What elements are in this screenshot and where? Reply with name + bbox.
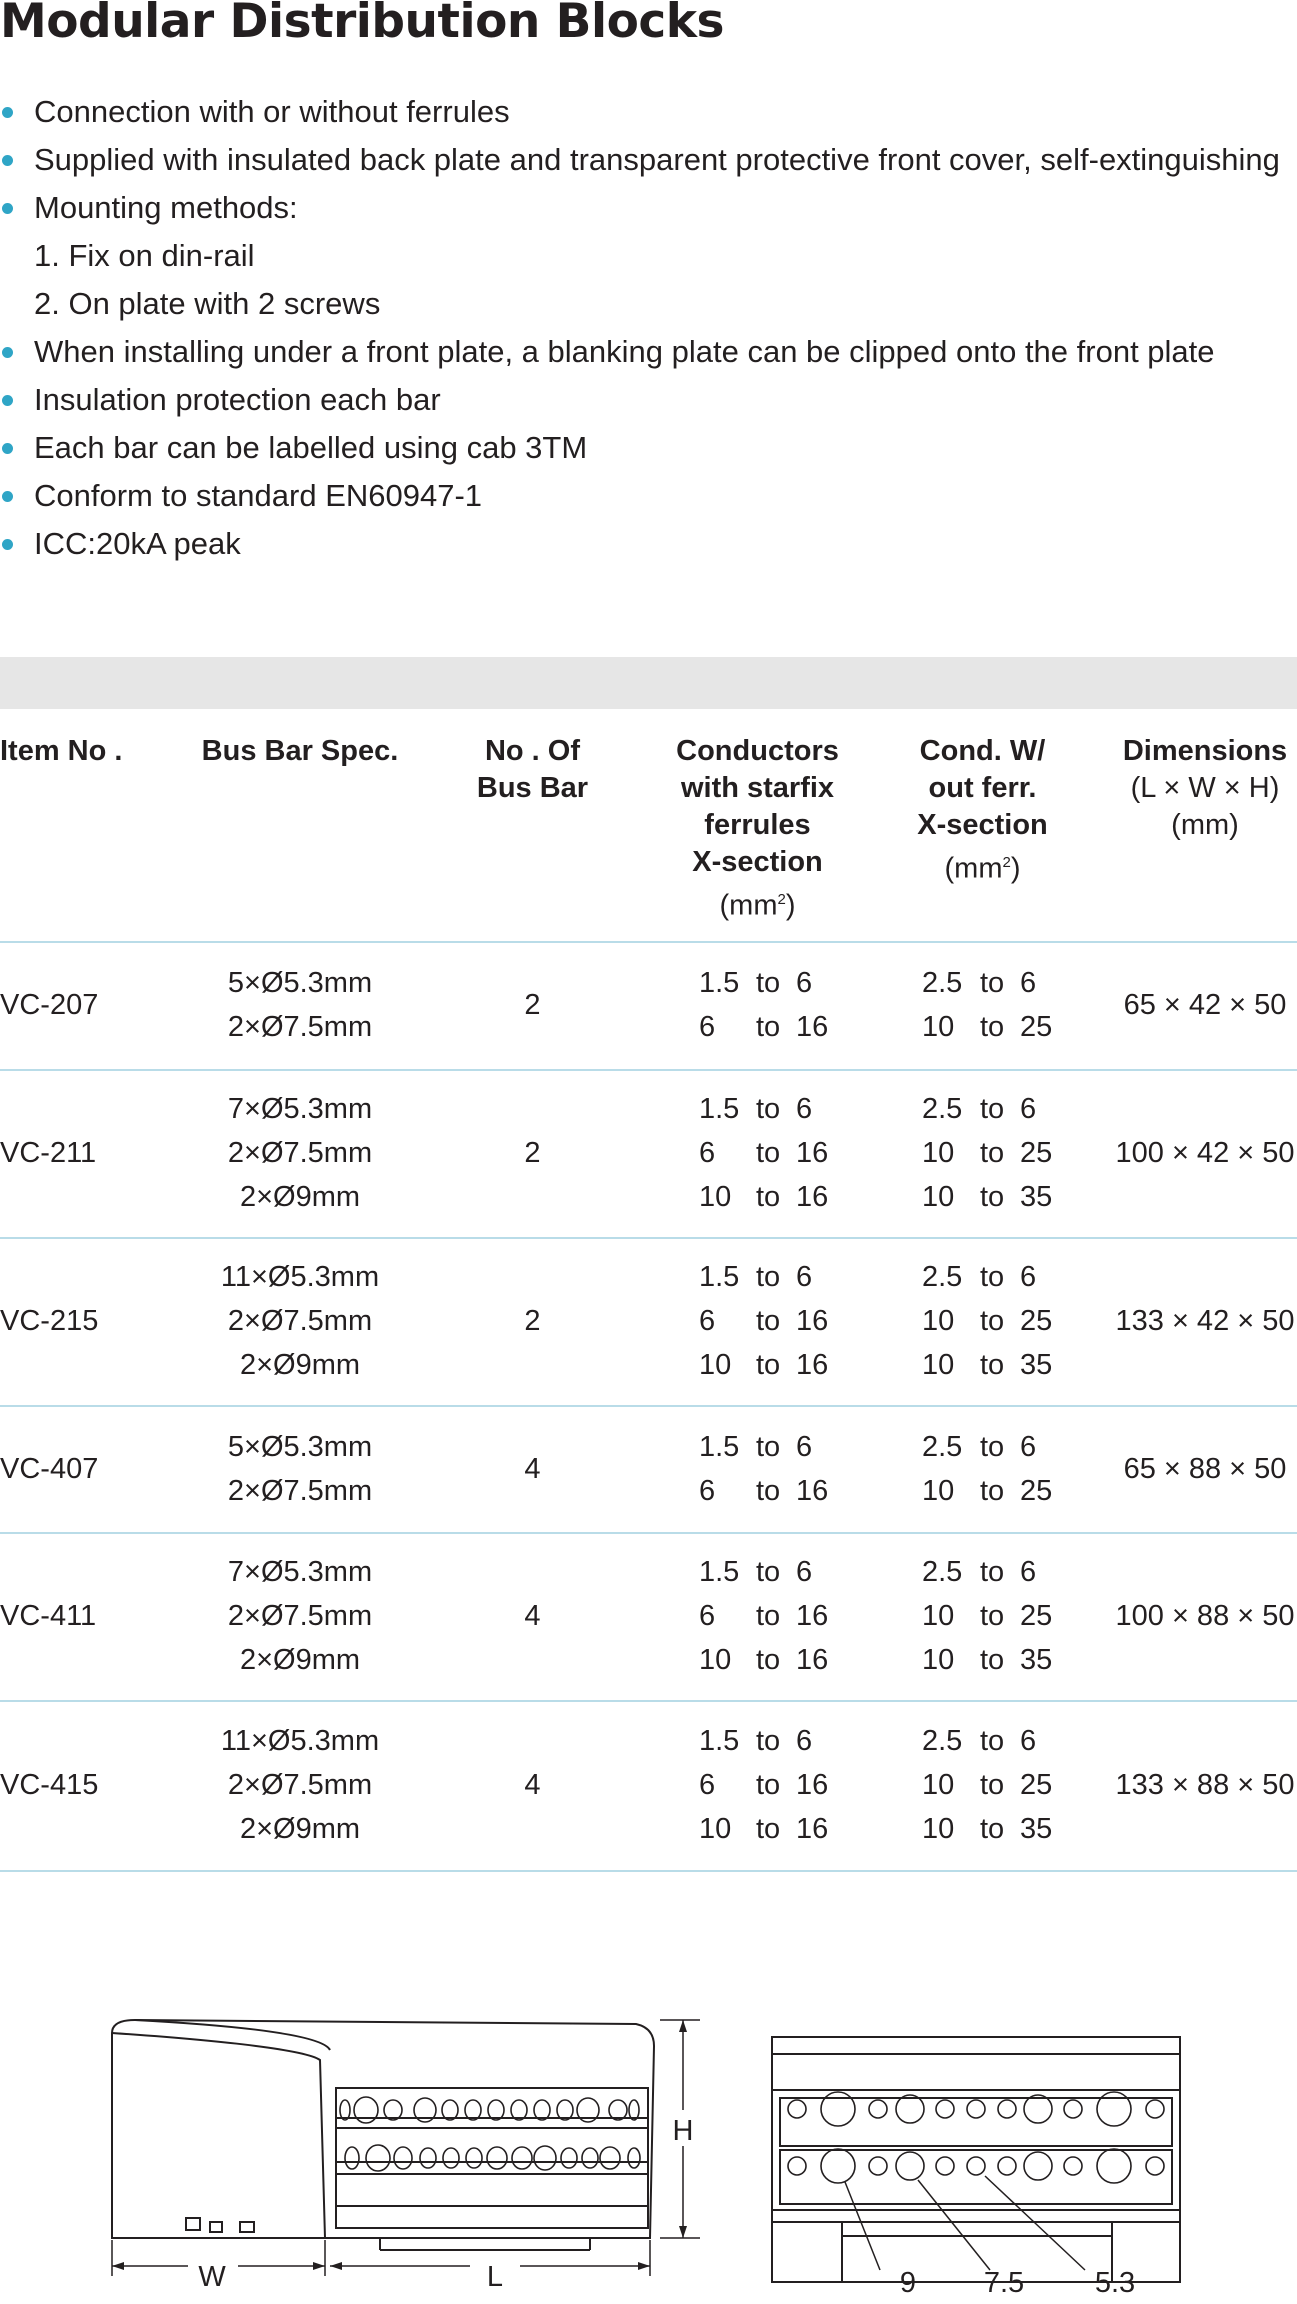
dimensions-value: 100 × 42 × 50: [1115, 1137, 1295, 1169]
dimensions-value: 65 × 42 × 50: [1123, 989, 1287, 1021]
with-ferrules-range: to: [756, 967, 781, 999]
bus-bar-count: 4: [524, 1452, 541, 1485]
without-ferrules-range: 25: [1020, 1769, 1053, 1801]
with-ferrules-range: 6: [699, 1137, 716, 1169]
without-ferrules-range: to: [980, 1430, 1005, 1463]
dimensions-value: 100 × 88 × 50: [1115, 1600, 1295, 1632]
with-ferrules-range: to: [756, 1725, 781, 1757]
bus-bar-spec: 5×Ø5.3mm: [227, 967, 373, 999]
diameter-7-5-label: 7.5: [983, 2267, 1025, 2299]
with-ferrules-range: to: [756, 1556, 781, 1588]
table-header-band: [0, 657, 1297, 709]
feature-text: Conform to standard EN60947-1: [34, 478, 483, 513]
without-ferrules-range: 10: [922, 1769, 955, 1801]
bus-bar-spec: 2×Ø7.5mm: [227, 1600, 373, 1632]
with-ferrules-range: 16: [796, 1181, 829, 1213]
front-view-drawing: [772, 2037, 1180, 2282]
feature-text: ICC:20kA peak: [34, 526, 241, 561]
table-row-divider: [0, 1069, 1297, 1071]
bullet-icon: [2, 347, 13, 358]
page-title: Modular Distribution Blocks: [0, 0, 724, 49]
with-ferrules-range: to: [756, 1305, 781, 1337]
without-ferrules-range: 10: [922, 1600, 955, 1632]
without-ferrules-range: 2.5: [922, 1093, 963, 1125]
bullet-icon: [2, 443, 13, 454]
without-ferrules-range: 35: [1020, 1181, 1053, 1213]
with-ferrules-range: to: [756, 1474, 781, 1507]
feature-text: Each bar can be labelled using cab 3TM: [34, 430, 588, 465]
bus-bar-spec: 2×Ø7.5mm: [227, 1011, 373, 1043]
feature-item: [0, 424, 1297, 472]
without-ferrules-range: 6: [1020, 1093, 1037, 1125]
with-ferrules-range: 6: [699, 1474, 716, 1507]
feature-text: Mounting methods:: [34, 190, 298, 225]
with-ferrules-range: 1.5: [699, 1430, 740, 1463]
with-ferrules-range: 1.5: [699, 1261, 740, 1293]
with-ferrules-range: 6: [796, 1093, 813, 1125]
bullet-icon: [2, 491, 13, 502]
bus-bar-count: 2: [524, 989, 541, 1021]
without-ferrules-range: 2.5: [922, 1261, 963, 1293]
width-label: W: [198, 2261, 226, 2293]
without-ferrules-range: 10: [922, 1349, 955, 1381]
bullet-icon: [2, 203, 13, 214]
without-ferrules-range: 10: [922, 1011, 955, 1043]
with-ferrules-range: 16: [796, 1600, 829, 1632]
without-ferrules-range: to: [980, 1349, 1005, 1381]
with-ferrules-range: to: [756, 1813, 781, 1845]
bus-bar-count: 2: [524, 1305, 541, 1337]
bus-bar-count: 4: [524, 1769, 541, 1801]
with-ferrules-range: 6: [796, 967, 813, 999]
with-ferrules-range: 6: [699, 1305, 716, 1337]
feature-text: Supplied with insulated back plate and transparent protective front cover, self-extinguishing: [34, 142, 1280, 177]
feature-list: [0, 88, 1297, 568]
with-ferrules-range: 10: [699, 1813, 732, 1845]
without-ferrules-range: 2.5: [922, 1430, 963, 1463]
without-ferrules-range: 6: [1020, 967, 1037, 999]
bus-bar-count: 4: [524, 1600, 541, 1632]
bus-bar-spec: 11×Ø5.3mm: [220, 1725, 380, 1757]
with-ferrules-range: 1.5: [699, 967, 740, 999]
without-ferrules-range: to: [980, 1093, 1005, 1125]
without-ferrules-range: 6: [1020, 1556, 1037, 1588]
with-ferrules-range: 6: [796, 1261, 813, 1293]
bus-bar-spec: 2×Ø9mm: [239, 1181, 361, 1213]
with-ferrules-range: 10: [699, 1349, 732, 1381]
without-ferrules-range: 10: [922, 1474, 955, 1507]
with-ferrules-range: 16: [796, 1474, 829, 1507]
table-row-divider: [0, 1237, 1297, 1239]
without-ferrules-range: 25: [1020, 1137, 1053, 1169]
dimensions-value: 133 × 42 × 50: [1115, 1305, 1295, 1337]
feature-item: [0, 136, 1297, 184]
feature-item: [0, 328, 1297, 376]
with-ferrules-range: 16: [796, 1644, 829, 1676]
feature-item: [0, 232, 1297, 280]
with-ferrules-range: to: [756, 1349, 781, 1381]
with-ferrules-range: 16: [796, 1769, 829, 1801]
with-ferrules-range: to: [756, 1430, 781, 1463]
with-ferrules-range: 6: [699, 1011, 716, 1043]
header-conductors-with-ferrules: Conductors with starfix ferrules X-section $(mm^2)$: [676, 735, 839, 922]
bus-bar-spec: 2×Ø7.5mm: [227, 1769, 373, 1801]
without-ferrules-range: to: [980, 1305, 1005, 1337]
with-ferrules-range: to: [756, 1644, 781, 1676]
with-ferrules-range: 10: [699, 1181, 732, 1213]
with-ferrules-range: 6: [699, 1600, 716, 1632]
with-ferrules-range: to: [756, 1769, 781, 1801]
with-ferrules-range: 6: [796, 1556, 813, 1588]
bullet-icon: [2, 155, 13, 166]
without-ferrules-range: to: [980, 1261, 1005, 1293]
feature-text: When installing under a front plate, a blanking plate can be clipped onto the front plate: [34, 334, 1215, 369]
item-number: VC-415: [0, 1769, 99, 1801]
without-ferrules-range: 10: [922, 1181, 955, 1213]
without-ferrules-range: 10: [922, 1137, 955, 1169]
diameter-5-3-label: 5.3: [1094, 2267, 1136, 2299]
without-ferrules-range: 2.5: [922, 1556, 963, 1588]
feature-text: Insulation protection each bar: [34, 382, 441, 417]
feature-text: 2. On plate with 2 screws: [34, 286, 381, 321]
feature-item: [0, 280, 1297, 328]
feature-item: [0, 88, 1297, 136]
with-ferrules-range: 1.5: [699, 1725, 740, 1757]
without-ferrules-range: to: [980, 1137, 1005, 1169]
with-ferrules-range: to: [756, 1261, 781, 1293]
without-ferrules-range: 35: [1020, 1349, 1053, 1381]
without-ferrules-range: 6: [1020, 1725, 1037, 1757]
feature-item: [0, 376, 1297, 424]
with-ferrules-range: to: [756, 1093, 781, 1125]
with-ferrules-range: 6: [796, 1430, 813, 1463]
bus-bar-spec: 2×Ø7.5mm: [227, 1474, 373, 1507]
without-ferrules-range: 2.5: [922, 1725, 963, 1757]
with-ferrules-range: 6: [699, 1769, 716, 1801]
without-ferrules-range: 10: [922, 1305, 955, 1337]
with-ferrules-range: to: [756, 1011, 781, 1043]
table-row-divider: [0, 1870, 1297, 1872]
header-conductors-without-ferrules: Cond. W/ out ferr. X-section $(mm^2)$: [917, 735, 1048, 885]
dimension-drawings: [0, 2000, 1297, 2304]
feature-item: [0, 520, 1297, 568]
without-ferrules-range: 10: [922, 1644, 955, 1676]
without-ferrules-range: 25: [1020, 1305, 1053, 1337]
without-ferrules-range: 25: [1020, 1011, 1053, 1043]
bus-bar-spec: 5×Ø5.3mm: [227, 1430, 373, 1463]
bus-bar-spec: 2×Ø7.5mm: [227, 1137, 373, 1169]
without-ferrules-range: 6: [1020, 1430, 1037, 1463]
without-ferrules-range: 35: [1020, 1644, 1053, 1676]
bus-bar-spec: 7×Ø5.3mm: [227, 1556, 373, 1588]
bullet-icon: [2, 539, 13, 550]
item-number: VC-215: [0, 1305, 99, 1337]
without-ferrules-range: 6: [1020, 1261, 1037, 1293]
header-dimensions: Dimensions (L × W × H) (mm): [1122, 735, 1288, 841]
header-bus-bar-spec: Bus Bar Spec.: [201, 735, 399, 767]
with-ferrules-range: 16: [796, 1011, 829, 1043]
without-ferrules-range: 35: [1020, 1813, 1053, 1845]
without-ferrules-range: to: [980, 1813, 1005, 1845]
bus-bar-count: 2: [524, 1137, 541, 1169]
without-ferrules-range: to: [980, 1556, 1005, 1588]
item-number: VC-411: [0, 1600, 97, 1632]
without-ferrules-range: to: [980, 1474, 1005, 1507]
with-ferrules-range: to: [756, 1181, 781, 1213]
table-row-divider: [0, 1405, 1297, 1407]
without-ferrules-range: to: [980, 1769, 1005, 1801]
with-ferrules-range: to: [756, 1600, 781, 1632]
with-ferrules-range: 1.5: [699, 1093, 740, 1125]
diameter-9-label: 9: [899, 2267, 917, 2299]
bus-bar-spec: 2×Ø9mm: [239, 1813, 361, 1845]
dimensions-value: 65 × 88 × 50: [1123, 1452, 1287, 1485]
item-number: VC-207: [0, 989, 99, 1021]
bullet-icon: [2, 395, 13, 406]
feature-item: [0, 184, 1297, 232]
header-number-of-bus-bar: No . Of Bus Bar: [476, 735, 589, 804]
bus-bar-spec: 7×Ø5.3mm: [227, 1093, 373, 1125]
feature-text: Connection with or without ferrules: [34, 94, 510, 129]
header-item-no: Item No .: [0, 735, 123, 767]
feature-item: [0, 472, 1297, 520]
without-ferrules-range: 10: [922, 1813, 955, 1845]
side-view-drawing: [112, 2020, 700, 2276]
without-ferrules-range: to: [980, 1600, 1005, 1632]
with-ferrules-range: 1.5: [699, 1556, 740, 1588]
without-ferrules-range: to: [980, 1644, 1005, 1676]
without-ferrules-range: 25: [1020, 1600, 1053, 1632]
table-row-divider: [0, 941, 1297, 943]
without-ferrules-range: to: [980, 1181, 1005, 1213]
bus-bar-spec: 2×Ø7.5mm: [227, 1305, 373, 1337]
item-number: VC-211: [0, 1137, 97, 1169]
with-ferrules-range: 10: [699, 1644, 732, 1676]
dimensions-value: 133 × 88 × 50: [1115, 1769, 1295, 1801]
with-ferrules-range: 16: [796, 1813, 829, 1845]
with-ferrules-range: 6: [796, 1725, 813, 1757]
item-number: VC-407: [0, 1452, 99, 1485]
with-ferrules-range: to: [756, 1137, 781, 1169]
bus-bar-spec: 11×Ø5.3mm: [220, 1261, 380, 1293]
length-label: L: [486, 2261, 504, 2293]
with-ferrules-range: 16: [796, 1137, 829, 1169]
without-ferrules-range: 2.5: [922, 967, 963, 999]
height-label: H: [672, 2115, 694, 2147]
without-ferrules-range: to: [980, 1725, 1005, 1757]
with-ferrules-range: 16: [796, 1349, 829, 1381]
bus-bar-spec: 2×Ø9mm: [239, 1644, 361, 1676]
feature-text: 1. Fix on din-rail: [34, 238, 255, 273]
with-ferrules-range: 16: [796, 1305, 829, 1337]
without-ferrules-range: to: [980, 1011, 1005, 1043]
table-row-divider: [0, 1700, 1297, 1702]
bus-bar-spec: 2×Ø9mm: [239, 1349, 361, 1381]
bullet-icon: [2, 107, 13, 118]
without-ferrules-range: 25: [1020, 1474, 1053, 1507]
table-row-divider: [0, 1532, 1297, 1534]
without-ferrules-range: to: [980, 967, 1005, 999]
